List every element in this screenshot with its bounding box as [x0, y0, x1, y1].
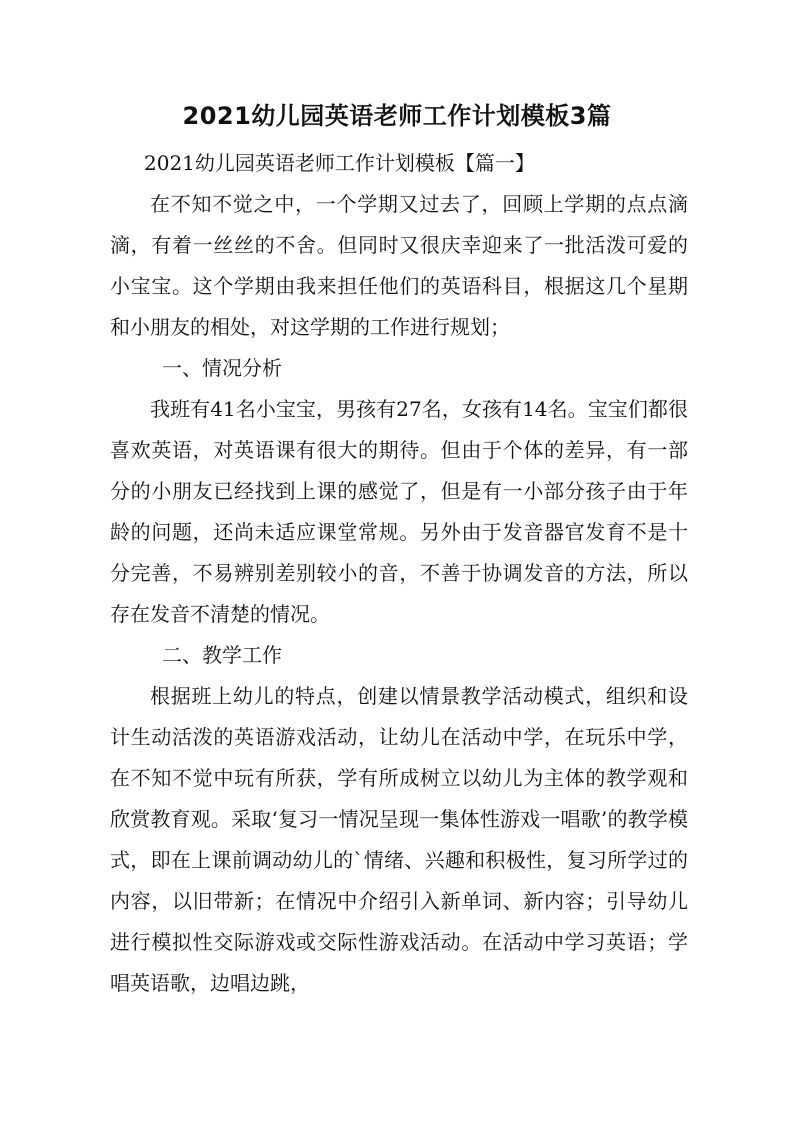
intro-paragraph: 在不知不觉之中，一个学期又过去了，回顾上学期的点点滴滴，有着一丝丝的不舍。但同时又很庆幸迎来了一批活泼可爱的小宝宝。这个学期由我来担任他们的英语科目，根据这几个星期和小朋友的相处，对这学期的工作进行规划； — [110, 192, 688, 339]
analysis-paragraph: 我班有41名小宝宝，男孩有27名，女孩有14名。宝宝们都很喜欢英语，对英语课有很大的期待。但由于个体的差异，有一部分的小朋友已经找到上课的感觉了，但是有一小部分孩子由于年龄的问题，还尚未适应课堂常规。另外由于发音器官发育不是十分完善，不易辨别差别较小的音，不善于协调发音的方法，所以存在发音不清楚的情况。 — [110, 397, 688, 626]
document-body — [110, 143, 688, 1004]
section-heading-teaching: 二、教学工作 — [162, 643, 282, 667]
section-heading-analysis: 一、情况分析 — [162, 356, 282, 380]
section-subtitle: 2021幼儿园英语老师工作计划模板【篇一】 — [144, 151, 535, 175]
teaching-paragraph: 根据班上幼儿的特点，创建以情景教学活动模式，组织和设计生动活泼的英语游戏活动，让幼儿在活动中学，在玩乐中学，在不知不觉中玩有所获，学有所成树立以幼儿为主体的教学观和欣赏教育观。采取‘复习一情况呈现一集体性游戏一唱歌’的教学模式，即在上课前调动幼儿的`情绪、兴趣和积极性，复习所学过的内容，以旧带新；在情况中介绍引入新单词、新内容；引导幼儿进行模拟性交际游戏或交际性游戏活动。在活动中学习英语；学唱英语歌，边唱边跳， — [110, 684, 688, 995]
document-title: 2021幼儿园英语老师工作计划模板3篇 — [182, 102, 612, 130]
